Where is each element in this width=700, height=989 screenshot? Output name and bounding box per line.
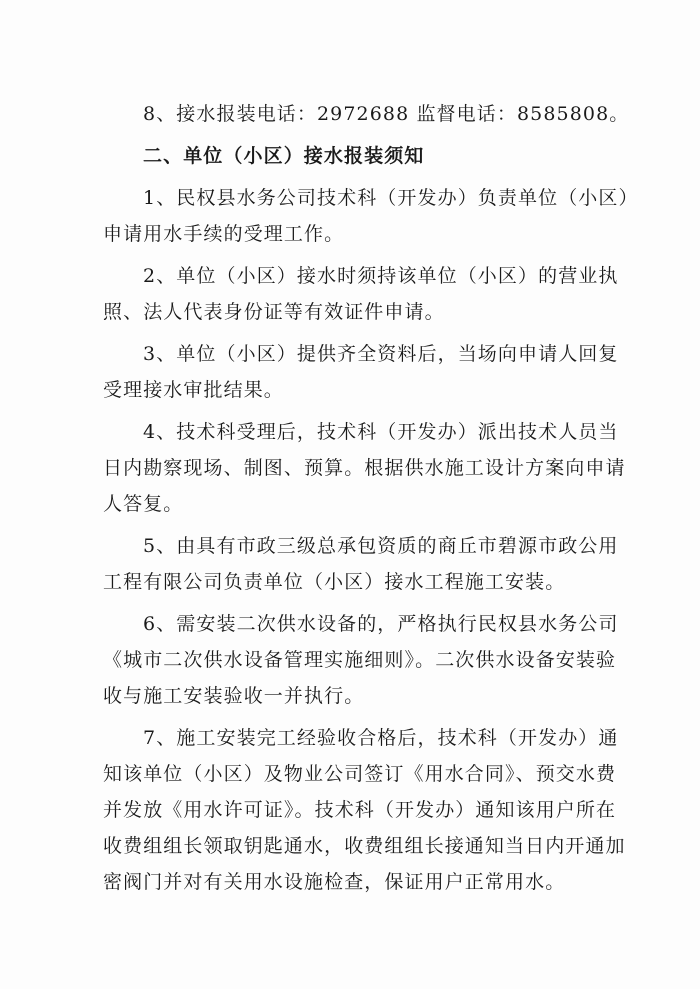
paragraph-line: 7、施工安装完工经验收合格后，技术科（开发办）通 <box>143 727 619 749</box>
paragraph-4 <box>103 414 626 522</box>
paragraph-line: 收费组组长领取钥匙通水，收费组组长接通知当日内开通加 <box>103 835 626 857</box>
paragraph-line: 《城市二次供水设备管理实施细则》。二次供水设备安装验 <box>103 649 617 671</box>
paragraph-line: 5、由具有市政三级总承包资质的商丘市碧源市政公用 <box>143 535 619 557</box>
paragraph-line: 日内勘察现场、制图、预算。根据供水施工设计方案向申请 <box>103 457 626 479</box>
paragraph-line: 3、单位（小区）提供齐全资料后，当场向申请人回复 <box>143 343 619 365</box>
paragraph-5 <box>103 528 619 600</box>
section-heading: 二、单位（小区）接水报装须知 <box>143 145 425 167</box>
paragraph-line: 申请用水手续的受理工作。 <box>103 223 345 245</box>
paragraph-line: 4、技术科受理后，技术科（开发办）派出技术人员当 <box>143 421 619 443</box>
paragraph-line: 人答复。 <box>103 493 184 515</box>
paragraph-line: 收与施工安装验收一并执行。 <box>103 685 365 707</box>
paragraph-line: 受理接水审批结果。 <box>103 379 284 401</box>
paragraph-3 <box>103 336 619 408</box>
paragraph-line: 2、单位（小区）接水时须持该单位（小区）的营业执 <box>143 265 619 287</box>
paragraph-line: 工程有限公司负责单位（小区）接水工程施工安装。 <box>103 571 566 593</box>
paragraph-line: 密阀门并对有关用水设施检查，保证用户正常用水。 <box>103 871 566 893</box>
paragraph-line: 并发放《用水许可证》。技术科（开发办）通知该用户所在 <box>103 799 617 821</box>
paragraph-line: 照、法人代表身份证等有效证件申请。 <box>103 301 445 323</box>
paragraph-line: 6、需安装二次供水设备的，严格执行民权县水务公司 <box>143 613 619 635</box>
document-body <box>103 96 639 900</box>
paragraph-6 <box>103 606 619 714</box>
paragraph-line: 知该单位（小区）及物业公司签订《用水合同》、预交水费 <box>103 763 617 785</box>
paragraph-2 <box>103 258 619 330</box>
paragraph-line: 1、民权县水务公司技术科（开发办）负责单位（小区） <box>143 187 639 209</box>
paragraph-7 <box>103 720 626 900</box>
paragraph-1 <box>103 180 639 252</box>
item-8-contact-phones: 8、接水报装电话：2972688 监督电话：8585808。 <box>143 103 630 125</box>
